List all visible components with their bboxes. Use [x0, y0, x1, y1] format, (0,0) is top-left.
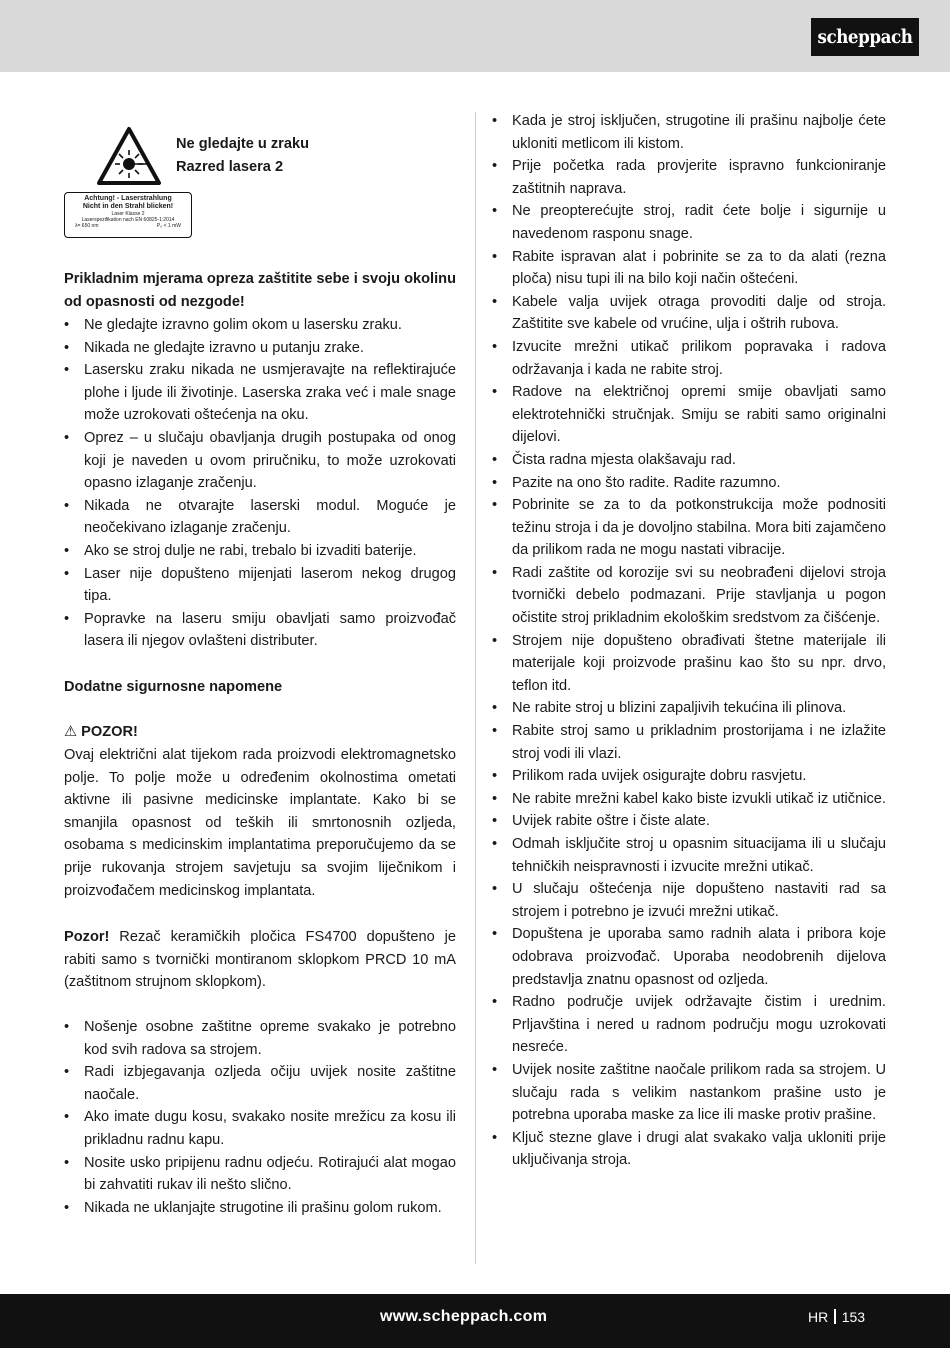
list-item: • Kabele valja uvijek otraga provoditi dalje od stroja. Zaštitite sve kabele od vrućine, ulja i oštrih rubova.: [492, 291, 886, 336]
list-item: • Ne rabite stroj u blizini zapaljivih tekućina ili plinova.: [492, 697, 886, 720]
laser-title: [176, 133, 309, 178]
page-number: 153: [841, 1309, 866, 1325]
list-item: • Ako se stroj dulje ne rabi, trebalo bi izvaditi baterije.: [64, 540, 456, 563]
list-item: • Ne rabite mrežni kabel kako biste izvukli utikač iz utičnice.: [492, 788, 886, 811]
separator: [834, 1309, 836, 1324]
list-item: • Rabite ispravan alat i pobrinite se za to da alati (rezna ploča) nisu tupi ili na bilo koji način oštećeni.: [492, 246, 886, 291]
list-item: • Dopuštena je uporaba samo radnih alata i pribora koje odobrava proizvođač. Uporaba neodobrenih dijelova predstavlja znatnu opasnost od ozljeda.: [492, 923, 886, 991]
laser-warning-icon: [96, 126, 162, 186]
list-item: • Prije početka rada provjerite ispravno funkcioniranje zaštitnih naprava.: [492, 155, 886, 200]
warning-icon: ⚠: [64, 724, 78, 740]
list-item: • Radno područje uvijek održavajte čistim i urednim. Prljavština i nered u radnom području mogu uzrokovati nesreće.: [492, 991, 886, 1059]
list-item: • Uvijek rabite oštre i čiste alate.: [492, 810, 886, 833]
list-item: • Oprez – u slučaju obavljanja drugih postupaka od onog koji je naveden u ovom priručniku, to može uzrokovati opasno izlaganje zračenju.: [64, 427, 456, 495]
additional-safety-heading: Dodatne sigurnosne napomene: [64, 679, 283, 695]
ppe-list: [64, 1016, 456, 1219]
list-item: • Nikada ne otvarajte laserski modul. Moguće je neočekivano izlaganje zračenju.: [64, 495, 456, 540]
column-divider: [475, 112, 476, 1264]
warning-text: Ovaj električni alat tijekom rada proizvodi elektromagnetsko polje. To polje može u određenim okolnostima ometati aktivne ili pasivne medicinske implantate. Kako bi se smanjila opasnost od teških ili smrtonosnih ozljeda, osobama s medicinskim implantatima preporučujemo da se prije rukovanja strojem savjetuju sa svojim liječnikom i proizvođačem medicinskog implantata.: [64, 747, 456, 899]
laser-label-line1: Achtung! - Laserstrahlung: [84, 195, 172, 202]
list-item: • Nikada ne gledajte izravno u putanju zrake.: [64, 337, 456, 360]
list-item: • Ako imate dugu kosu, svakako nosite mrežicu za kosu ili prikladnu radnu kapu.: [64, 1106, 456, 1151]
laser-label-line4: Laserspezifikation nach EN 60825-1:2014: [81, 217, 175, 223]
list-item: • Čista radna mjesta olakšavaju rad.: [492, 449, 886, 472]
list-item: • Nikada ne uklanjajte strugotine ili prašinu golom rukom.: [64, 1197, 456, 1220]
list-item: • Pazite na ono što radite. Radite razumno.: [492, 472, 886, 495]
list-item: • Radi zaštite od korozije svi su neobrađeni dijelovi stroja tvornički debelo podmazani. Prije stavljanja u pogon očistite stroj prikladnim ekološkim sredstvom za čišćenje.: [492, 562, 886, 630]
list-item: • Prilikom rada uvijek osigurajte dobru rasvjetu.: [492, 765, 886, 788]
language-code: HR: [808, 1309, 829, 1325]
laser-label-line2: Nicht in den Strahl blicken!: [82, 203, 174, 210]
list-item: • Strojem nije dopušteno obrađivati štetne materijale ili materijale koji proizvode prašinu kao što su npr. drvo, teflon itd.: [492, 630, 886, 698]
list-item: • Rabite stroj samo u prikladnim prostorijama i ne izlažite stroj vodi ili vlazi.: [492, 720, 886, 765]
footer-bar: [0, 1294, 950, 1348]
laser-title-line1: Ne gledajte u zraku: [176, 136, 310, 152]
laser-safety-list: [64, 314, 456, 653]
list-item: • Ne preopterećujte stroj, radit ćete bolje i sigurnije u navedenom rasponu snage.: [492, 200, 886, 245]
laser-title-line2: Razred lasera 2: [176, 158, 284, 175]
attention-label: Pozor!: [64, 929, 110, 945]
warning-label: POZOR!: [81, 724, 138, 740]
list-item: • Uvijek nosite zaštitne naočale prilikom rada sa strojem. U slučaju rada s velikim nastankom prašine usto je potrebna uporaba maske za lice ili maske protiv prašine.: [492, 1059, 886, 1127]
list-item: • Radi izbjegavanja ozljeda očiju uvijek nosite zaštitne naočale.: [64, 1061, 456, 1106]
attention-text: Rezač keramičkih pločica FS4700 dopušteno je rabiti samo s tvornički montiranom sklopkom PRCD 10 mA (zaštitnom strujnom sklopkom).: [64, 929, 456, 991]
list-item: • Nošenje osobne zaštitne opreme svakako je potrebno kod svih radova sa strojem.: [64, 1016, 456, 1061]
list-item: • Ne gledajte izravno golim okom u lasersku zraku.: [64, 314, 456, 337]
attention-note: [64, 926, 456, 994]
laser-label-line3: Laser Klasse 2: [111, 211, 145, 217]
list-item: • Popravke na laseru smiju obavljati samo proizvođač lasera ili njegov ovlašteni distributer.: [64, 608, 456, 653]
list-item: • Radove na električnoj opremi smije obavljati samo elektrotehnički stručnjak. Smiju se rabiti samo originalni dijelovi.: [492, 381, 886, 449]
list-item: • Odmah isključite stroj u opasnim situacijama ili u slučaju tehničkih neispravnosti i izvucite mrežni utikač.: [492, 833, 886, 878]
list-item: • Pobrinite se za to da potkonstrukcija može podnositi težinu stroja i da je dovoljno stabilna. Mora biti zajamčeno da prilikom rada ne mogu nastati vibracije.: [492, 494, 886, 562]
laser-label-lambda: λ= 650 nm: [75, 223, 99, 229]
list-item: • Ključ stezne glave i drugi alat svakako valja ukloniti prije uključivanja stroja.: [492, 1127, 886, 1172]
header-bar: [0, 0, 950, 72]
page-indicator: [808, 1309, 865, 1325]
scheppach-logo: [811, 18, 919, 56]
list-item: • Izvucite mrežni utikač prilikom popravaka i radova održavanja i kada ne rabite stroj.: [492, 336, 886, 381]
logo-text: scheppach: [817, 26, 913, 48]
list-item: • Nosite usko pripijenu radnu odjeću. Rotirajući alat mogao bi zahvatiti rukav ili nešto slično.: [64, 1152, 456, 1197]
warning-heading: [64, 721, 138, 744]
laser-class-label: [64, 192, 192, 238]
website-url: www.scheppach.com: [380, 1308, 548, 1325]
list-item: • Laser nije dopušteno mijenjati laserom nekog drugog tipa.: [64, 563, 456, 608]
list-item: • Kada je stroj isključen, strugotine ili prašinu najbolje ćete ukloniti metlicom ili kistom.: [492, 110, 886, 155]
laser-label-power: P₀ < 1 mW: [156, 223, 181, 229]
list-item: • Lasersku zraku nikada ne usmjeravajte na reflektirajuće plohe i ljude ili životinje. Laserska zraka već i male snage može uzrokovati oštećenja na oku.: [64, 359, 456, 427]
list-item: • U slučaju oštećenja nije dopušteno nastaviti rad sa strojem i potrebno je izvući mrežni utikač.: [492, 878, 886, 923]
general-safety-list: [492, 110, 886, 1172]
intro-text: Prikladnim mjerama opreza zaštitite sebe i svoju okolinu od opasnosti od nezgode!: [64, 271, 456, 310]
